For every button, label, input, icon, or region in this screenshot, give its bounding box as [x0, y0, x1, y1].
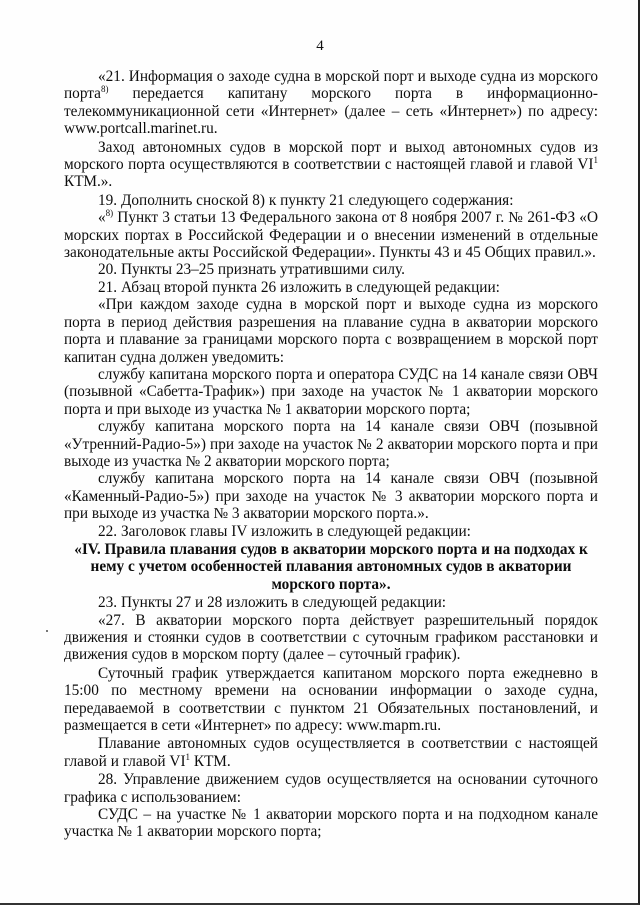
paragraph-13: «27. В акватории морского порта действует разрешительный порядок движения и стоянки судов в соответствии с суточным графиком расстановки и движения судов в морском порту (далее – суточный график). [64, 611, 598, 664]
paragraph-6: 21. Абзац второй пункта 26 изложить в следующей редакции: [98, 278, 500, 296]
paragraph-5: 20. Пункты 23–25 признать утратившими силу. [98, 261, 405, 279]
paragraph-8: службу капитана морского порта и оператора СУДС на 14 канале связи ОВЧ (позывной «Сабетта-Трафик») при заходе на участок № 1 акватории морского порта и при выходе из участка № 1 акватории морского порта; [64, 365, 598, 418]
paragraph-9: службу капитана морского порта на 14 канале связи ОВЧ (позывной «Утренний-Радио-5») при заходе на участок № 2 акватории морского порта и при выходе из участка № 2 акватории морского порта; [64, 418, 598, 470]
paragraph-2: Заход автономных судов в морской порт и выход автономных судов из морского порта осуществляются в соответствии с настоящей главой и главой $VI^1$ КТМ.». [64, 138, 598, 191]
paragraph-14: Суточный график утверждается капитаном морского порта ежедневно в 15:00 по местному времени на основании информации о заходе судна, передаваемой в соответствии с пунктом 21 Обязательных постановлений, и размещается в сети «Интернет» по адресу: www.mapm.ru. [64, 664, 598, 735]
page-number: 4 [316, 38, 324, 54]
paragraph-4: «$^{8)}$ Пункт 3 статьи 13 Федерального закона от 8 ноября 2007 г. № 261-ФЗ «О морских портах в Российской Федерации и о внесении изменений в отдельные законодательные акты Российской Федерации». Пункты 43 и 45 Общих правил.». [64, 208, 598, 262]
paragraph-12: 23. Пункты 27 и 28 изложить в следующей редакции: [98, 594, 447, 612]
paragraph-11: 22. Заголовок главы IV изложить в следующей редакции: [98, 522, 471, 540]
paragraph-15: Плавание автономных судов осуществляется в соответствии с настоящей главой и главой $VI^1$ КТМ. [64, 735, 598, 770]
scan-speck [46, 630, 48, 632]
paragraph-16: 28. Управление движением судов осуществляется на основании суточного графика с использованием: [64, 771, 598, 806]
chapter-heading: «IV. Правила плавания судов в акватории морского порта и на подходах к нему с учетом особенностей плавания автономных судов в акватории морского порта». [74, 540, 588, 593]
paragraph-3: 19. Дополнить сноской 8) к пункту 21 следующего содержания: [98, 191, 514, 209]
paragraph-10: службу капитана морского порта на 14 канале связи ОВЧ (позывной «Каменный-Радио-5») при заходе на участок № 3 акватории морского порта и при выходе из участка № 3 акватории морского порта.». [64, 470, 598, 523]
paragraph-7: «При каждом заходе судна в морской порт и выходе судна из морского порта в период действия разрешения на плавание судна в акватории морского порта и плавание за границами морского порта с возвращением в морской порт капитан судна должен уведомить: [64, 296, 598, 366]
paragraph-1: «21. Информация о заходе судна в морской порт и выходе судна из морского порта$^{8)}$ передается капитану морского порта в информационно-телекоммуникационной сети «Интернет» (далее – сеть «Интернет») по адресу: www.portcall.marinet.ru. [64, 68, 598, 138]
paragraph-17: СУДС – на участке № 1 акватории морского порта и на подходном канале участка № 1 акватории морского порта; [64, 806, 598, 841]
document-body [64, 68, 598, 841]
